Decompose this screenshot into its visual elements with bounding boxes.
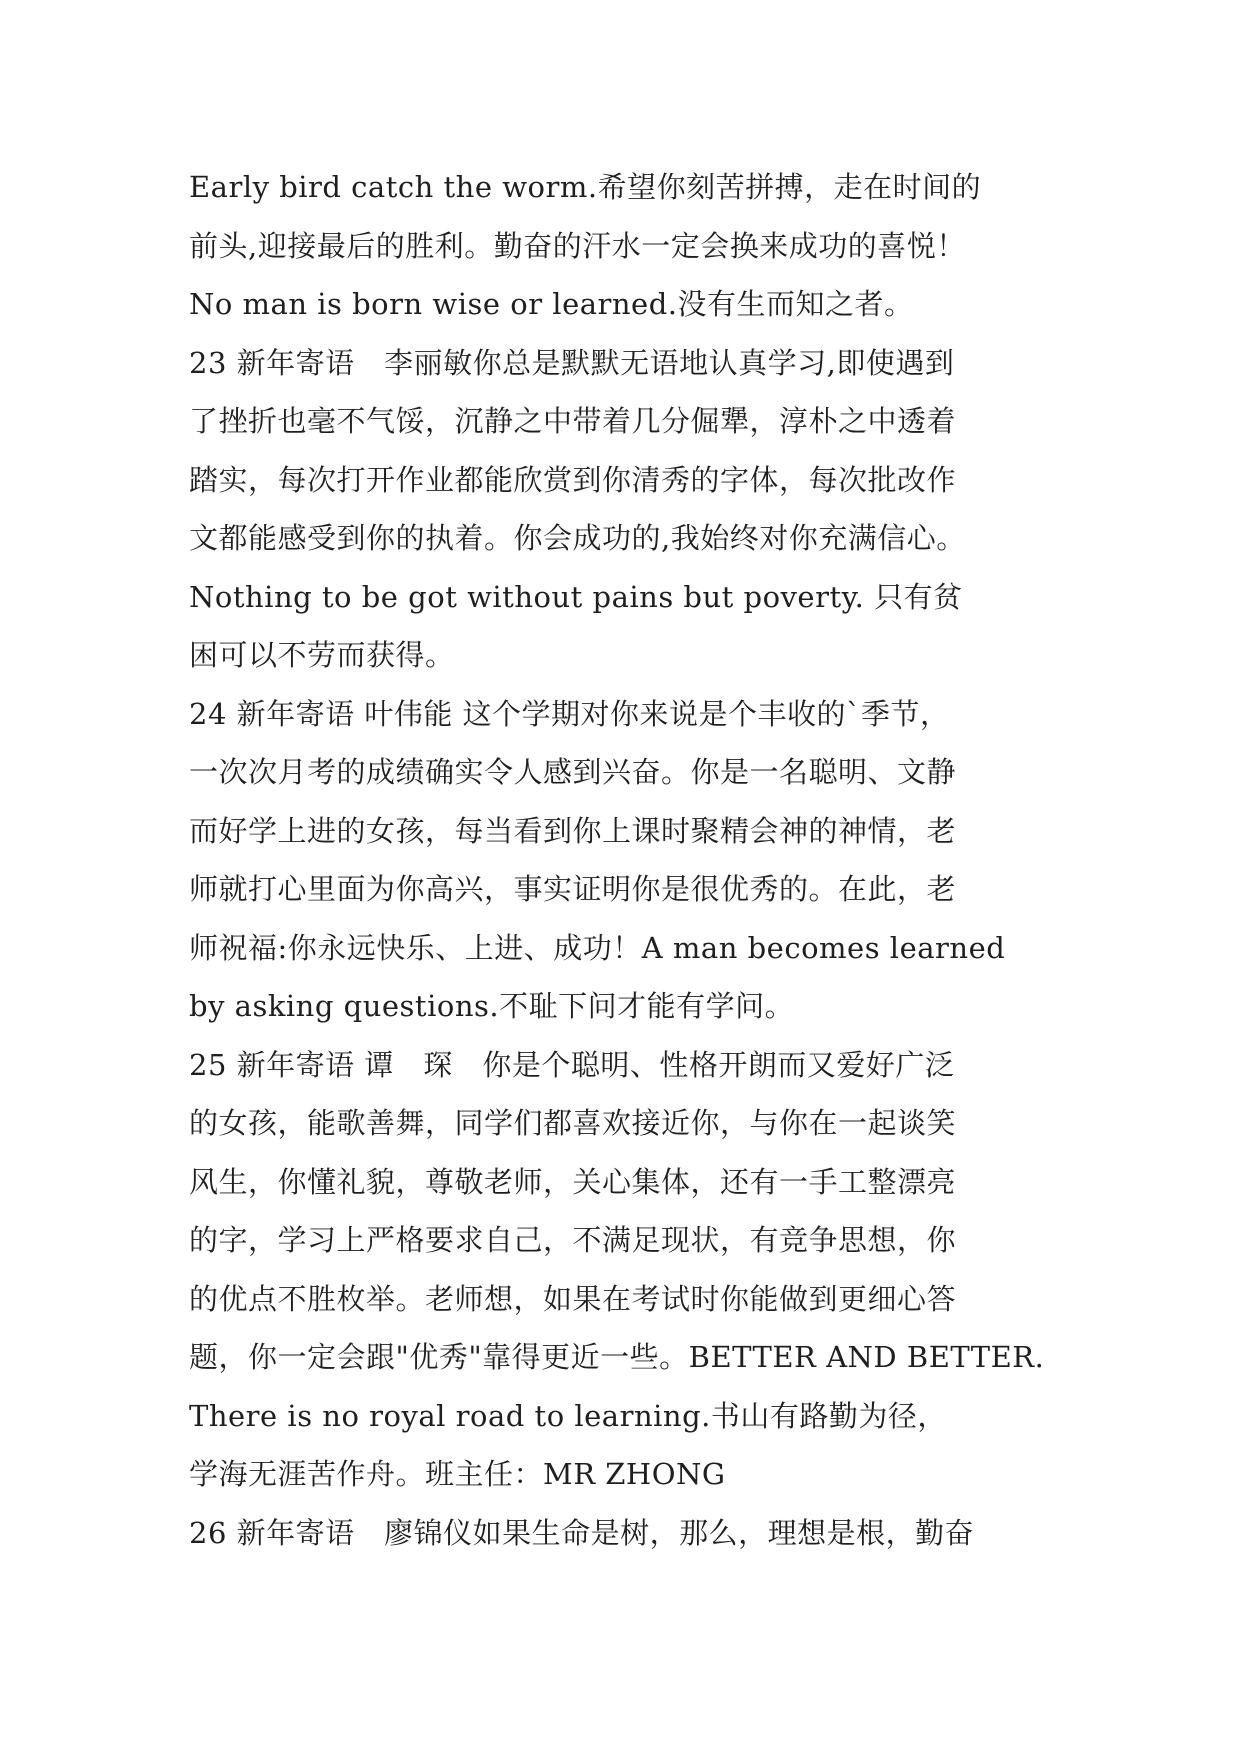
text-line: 的优点不胜枚举。老师想，如果在考试时你能做到更细心答 — [189, 1281, 957, 1316]
text-line: Early bird catch the worm.希望你刻苦拼搏，走在时间的 — [189, 170, 982, 204]
text-line: 师就打心里面为你高兴，事实证明你是很优秀的。在此，老 — [189, 872, 957, 906]
text-line: 一次次月考的成绩确实令人感到兴奋。你是一名聪明、文静 — [189, 755, 957, 789]
text-line: 师祝福:你永远快乐、上进、成功！A man becomes learned — [189, 930, 1006, 965]
text-line: 风生，你懂礼貌，尊敬老师，关心集体，还有一手工整漂亮 — [189, 1164, 957, 1199]
text-line: 23 新年寄语 李丽敏你总是默默无语地认真学习,即使遇到 — [189, 345, 955, 380]
text-line: by asking questions.不耻下问才能有学问。 — [189, 989, 795, 1023]
text-line: 文都能感受到你的执着。你会成功的,我始终对你充满信心。 — [189, 521, 966, 555]
text-line: 踏实，每次打开作业都能欣赏到你清秀的字体，每次批改作 — [189, 462, 957, 497]
text-line: 26 新年寄语 廖锦仪如果生命是树，那么，理想是根，勤奋 — [189, 1515, 975, 1550]
text-line: 了挫折也毫不气馁，沉静之中带着几分倔犟，淳朴之中透着 — [189, 404, 957, 438]
text-line: 的字，学习上严格要求自己，不满足现状，有竞争思想，你 — [189, 1223, 957, 1257]
text-line: 前头,迎接最后的胜利。勤奋的汗水一定会换来成功的喜悦！ — [189, 228, 966, 263]
text-line: 而好学上进的女孩，每当看到你上课时聚精会神的神情，老 — [189, 813, 957, 848]
text-line: 学海无涯苦作舟。班主任：MR ZHONG — [189, 1457, 726, 1491]
text-line: 困可以不劳而获得。 — [189, 638, 455, 672]
text-line: 24 新年寄语 叶伟能 这个学期对你来说是个丰收的`季节， — [189, 696, 950, 731]
text-line: 的女孩，能歌善舞，同学们都喜欢接近你，与你在一起谈笑 — [189, 1106, 957, 1140]
text-line: No man is born wise or learned.没有生而知之者。 — [189, 287, 914, 321]
text-line: 题，你一定会跟"优秀"靠得更近一些。BETTER AND BETTER. — [189, 1340, 1045, 1374]
document-body — [189, 158, 1089, 1562]
text-line: Nothing to be got without pains but poverty. 只有贫 — [189, 579, 963, 614]
text-line: 25 新年寄语 谭 琛 你是个聪明、性格开朗而又爱好广泛 — [189, 1047, 955, 1082]
text-line: There is no royal road to learning.书山有路勤为径， — [189, 1398, 947, 1433]
